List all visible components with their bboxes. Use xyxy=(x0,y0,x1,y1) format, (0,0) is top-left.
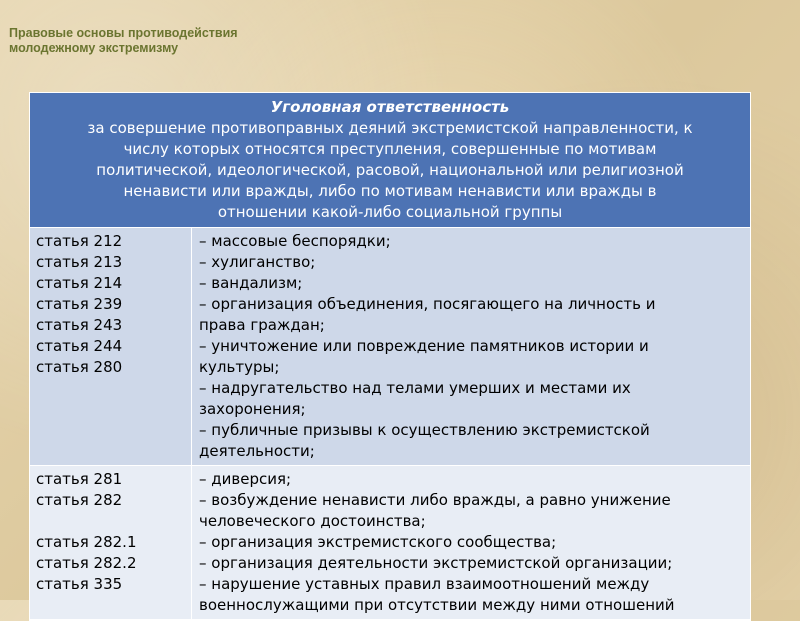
offense-line: – организация экстремистского сообщества; xyxy=(199,533,557,551)
table-header-line-3: политической, идеологической, расовой, национальной или религиозной xyxy=(96,161,684,179)
offense-line: военнослужащими при отсутствии между ними отношений xyxy=(199,596,675,614)
article-number: статья 214 xyxy=(36,274,123,292)
offense-line: – массовые беспорядки; xyxy=(199,232,391,250)
offenses-cell xyxy=(192,466,750,619)
table-row xyxy=(30,228,750,466)
offenses-cell xyxy=(192,228,750,465)
table-header-line-5: отношении какой-либо социальной группы xyxy=(217,203,563,221)
offense-line: права граждан; xyxy=(199,316,325,334)
articles-cell xyxy=(30,228,192,465)
slide-title xyxy=(9,26,339,56)
table-header xyxy=(30,93,750,228)
table-header-line-1: за совершение противоправных деяний экстремистской направленности, к xyxy=(87,119,693,137)
article-spacer xyxy=(36,511,191,532)
offense-line: – возбуждение ненависти либо вражды, а равно унижение xyxy=(199,491,671,509)
article-number: статья 244 xyxy=(36,337,123,355)
article-number: статья 212 xyxy=(36,232,123,250)
articles-cell xyxy=(30,466,192,619)
offense-line: захоронения; xyxy=(199,400,306,418)
table-header-line-2: числу которых относятся преступления, совершенные по мотивам xyxy=(123,140,657,158)
offense-line: – хулиганство; xyxy=(199,253,316,271)
article-number: статья 282 xyxy=(36,491,123,509)
article-number: статья 281 xyxy=(36,470,123,488)
slide-title-line-2: молодежному экстремизму xyxy=(9,41,179,55)
offense-line: – публичные призывы к осуществлению экстремистской xyxy=(199,421,650,439)
article-number: статья 335 xyxy=(36,575,123,593)
article-number: статья 243 xyxy=(36,316,123,334)
article-number: статья 282.2 xyxy=(36,554,137,572)
slide-title-line-1: Правовые основы противодействия xyxy=(9,26,238,40)
offense-line: – уничтожение или повреждение памятников истории и xyxy=(199,337,649,355)
offense-line: – нарушение уставных правил взаимоотношений между xyxy=(199,575,650,593)
offense-line: – вандализм; xyxy=(199,274,303,292)
offense-line: – организация деятельности экстремистской организации; xyxy=(199,554,673,572)
table-header-title: Уголовная ответственность xyxy=(270,98,510,116)
article-number: статья 280 xyxy=(36,358,123,376)
article-number: статья 282.1 xyxy=(36,533,137,551)
article-number: статья 213 xyxy=(36,253,123,271)
table-header-line-4: ненависти или вражды, либо по мотивам ненависти или вражды в xyxy=(123,182,657,200)
table-row xyxy=(30,466,750,620)
offense-line: – диверсия; xyxy=(199,470,292,488)
offense-line: деятельности; xyxy=(199,442,315,460)
article-number: статья 239 xyxy=(36,295,123,313)
offense-line: культуры; xyxy=(199,358,280,376)
criminal-liability-table xyxy=(29,92,751,621)
offense-line: – организация объединения, посягающего на личность и xyxy=(199,295,656,313)
offense-line: – надругательство над телами умерших и местами их xyxy=(199,379,631,397)
offense-line: человеческого достоинства; xyxy=(199,512,426,530)
